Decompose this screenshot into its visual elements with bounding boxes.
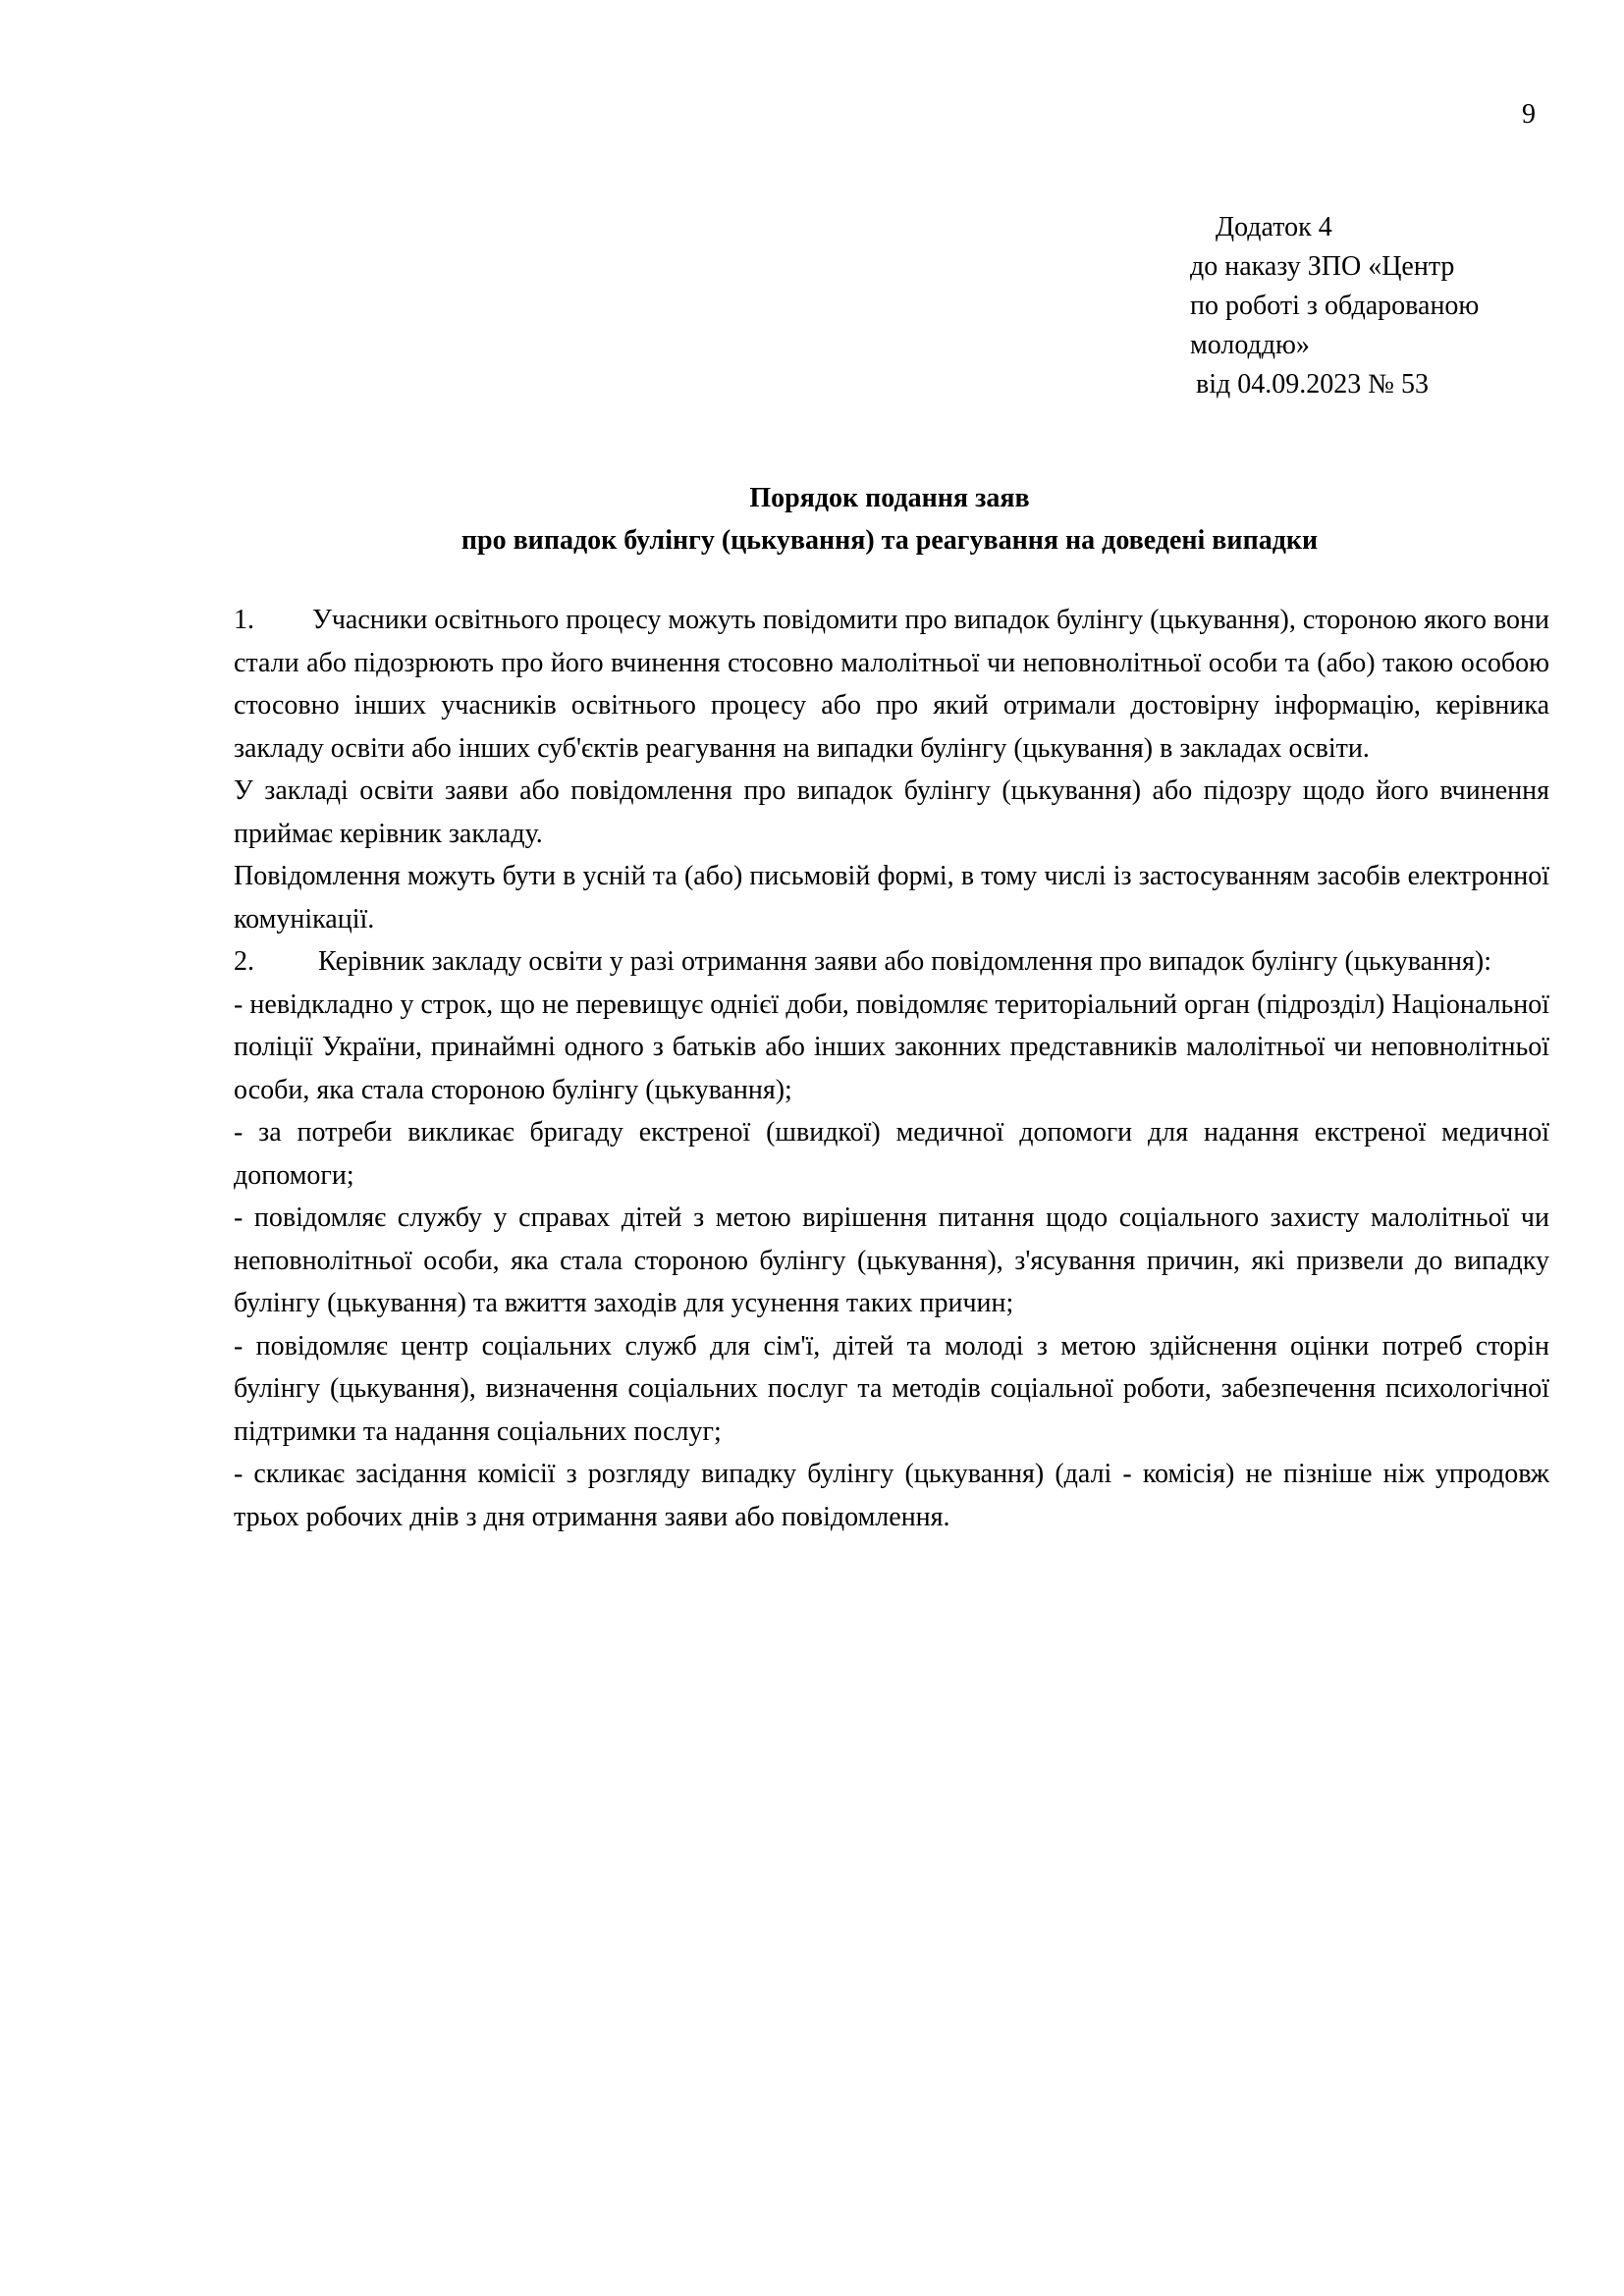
list-item: - скликає засідання комісії з розгляду випадку булінгу (цькування) (далі - комісія) не пізніше ніж упродовж трьох робочих днів з дня отримання заяви або повідомлення. — [234, 1459, 1549, 1532]
annex-line-2: до наказу ЗПО «Центр — [1190, 251, 1455, 282]
paragraph-4 — [234, 940, 1549, 984]
annex-block — [1190, 208, 1543, 404]
paragraph-number: 2. — [234, 946, 254, 977]
annex-line-3: по роботі з обдарованою — [1190, 291, 1480, 321]
list-item: - повідомляє центр соціальних служб для сім'ї, дітей та молоді з метою здійснення оцінки потреб сторін булінгу (цькування), визначення соціальних послуг та методів соціальної роботи, забезпечення психологічної підтримки та надання соціальних послуг; — [234, 1330, 1549, 1447]
list-item: - за потреби викликає бригаду екстреної (швидкої) медичної допомоги для надання екстреної медичної допомоги; — [234, 1117, 1549, 1191]
title-line-2: про випадок булінгу (цькування) та реагування на доведені випадки — [460, 525, 1319, 556]
paragraph-2: У закладі освіти заяви або повідомлення про випадок булінгу (цькування) або підозру щодо його вчинення приймає керівник закладу. — [234, 775, 1549, 849]
document-body — [234, 599, 1549, 1538]
annex-line-4: молоддю» — [1190, 330, 1310, 360]
paragraph-1 — [234, 599, 1549, 770]
annex-line-1: Додаток 4 — [1216, 212, 1332, 242]
list-item: - повідомляє службу у справах дітей з метою вирішення питання щодо соціального захисту малолітньої чи неповнолітньої особи, яка стала стороною булінгу (цькування), з'ясування причин, які призвели до випадку булінгу (цькування) та вжиття заходів для усунення таких причин; — [234, 1202, 1549, 1318]
paragraph-text: Учасники освітнього процесу можуть повідомити про випадок булінгу (цькування), стороною якого вони стали або підозрюють про його вчинення стосовно малолітньої чи неповнолітньої особи та (або) такою особою стосовно інших учасників освітнього процесу або про який отримали достовірну інформацію, керівника закладу освіти або інших суб'єктів реагування на випадки булінгу (цькування) в закладах освіти. — [234, 605, 1549, 764]
document-title — [232, 477, 1547, 561]
paragraph-text: Керівник закладу освіти у разі отримання заяви або повідомлення про випадок булінгу (цькування): — [318, 946, 1492, 977]
title-line-1: Порядок подання заяв — [749, 483, 1030, 513]
page-number: 9 — [1522, 99, 1536, 130]
annex-line-5: від 04.09.2023 № 53 — [1196, 369, 1429, 400]
paragraph-number: 1. — [234, 605, 254, 635]
list-item: - невідкладно у строк, що не перевищує однієї доби, повідомляє територіальний орган (підрозділ) Національної поліції України, принаймні одного з батьків або інших законних представників малолітньої чи неповнолітньої особи, яка стала стороною булінгу (цькування); — [234, 988, 1549, 1105]
paragraph-3: Повідомлення можуть бути в усній та (або) письмовій формі, в тому числі із застосуванням засобів електронної комунікації. — [234, 861, 1549, 934]
